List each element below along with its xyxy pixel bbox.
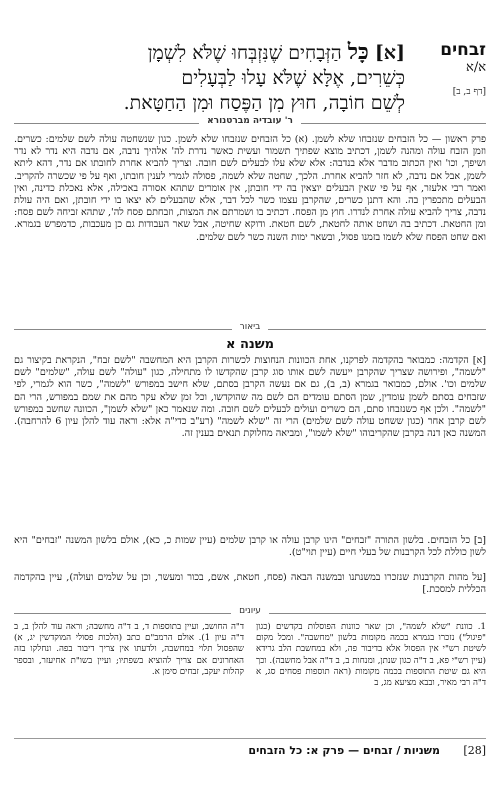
page-number: [28]: [463, 744, 486, 757]
mishna-text: [15, 40, 405, 116]
running-footer-title: משניות / זבחים — פרק א: כל הזבחים: [248, 744, 440, 757]
biur-paragraph-zevachim: [ב] כל הזבחים. בלשון התורה "זבחים" הינו קרבן עולה או קרבן שלמים (עיין שמות כ, כא), אולם בלשון המשנה "זבחים" היא לשון כוללת לכל הקרבנות של בעלי חיים (עיין תוי"ט).: [14, 535, 486, 559]
mishna-first-word: כָּל: [347, 39, 369, 65]
mishna-line-3: לְשֵׁם חוֹבָה, חוּץ מִן הַפֶּסַח וּמִן הַחַטָּאת.: [123, 92, 405, 114]
bartenura-section-header: [14, 116, 486, 130]
biur-section-header: [14, 322, 486, 336]
mishna-line-2: כְּשֵׁרִים, אֶלָּא שֶׁלֹּא עָלוּ לַבְּעָלִים: [181, 67, 405, 89]
footer-divider: [14, 738, 486, 739]
biur-header-label: ביאור: [232, 322, 269, 332]
biur-paragraph-note: [על מהות הקרבנות שנזכרו במשנתנו ובמשנה הבאה (פסח, חטאת, אשם, בכור ומעשר, וכן על שלמים ועולה), עיין בהקדמה הכללית למסכת.]: [14, 572, 486, 596]
bartenura-commentary: פרק ראשון — כל הזבחים שנזבחו שלא לשמן. (א) כל הזבחים שנזבחו שלא לשמן. כגון שנשחטה עולה לשם שלמים: כשרים. וזמן הזבח עולה ומהנה לשמן, דכתיב מוצא שפתיך תשמור ועשית כאשר נדרת לה' אלהיך נדבה, אם נדבה היא נדר לא נדר ושיפך, וכו' ואין הכתוב מדבר אלא בנדבה: אלא שלא עלו לבעלים לשם חובה. וצריך להביא אחרת לחובתו אם נדר, דהא ליתא לשמן, אבל אם נדבה, לא חזר להביא אחרת. הלכך, שחטה שלא לשמה, פסולה לגמרי לענין חובתו, ואף על פי שכשרה להקריב. ואמר רבי אלעזר, אף על פי שאין הבעלים יוצאין בה ידי חובתן, אין אומרים שתהא אסורה באכילה, אלא נאכלת כדינה, ואין הבעלים מתכפרין בה. והא דתנן כשרים, שהקרבן עצמו כשר לכל דבר, אלא שהבעלים לא יצאו בו ידי חובתן, ואם היה עולת נדבה, צריך להביא עולה אחרת לנדרו. חוץ מן הפסח. דכתיב בו ושמרתם את המצות, וזבחתם פסח לה', שתהא זביחה לשם פסח: ומן החטאת. דכתיב בה ושחט אותה לחטאת, לשם חטאת. ודוקא שחיטה, אבל שאר העבודות גם כן מעכבות, כדמפרש בגמרא. ואם שחט הפסח שלא לשמו בזמנו פסול, ובשאר ימות השנה כשר לשם שלמים.: [14, 134, 486, 243]
biur-paragraph-intro: [א] הקדמה: כמבואר בהקדמה לפרקנו, אחת הכוונות הנחוצות לכשרות הקרבן היא המחשבה "לשם זבח", הנקראת בקיצור גם "לשמה", ופירושה שצריך שהקרבן ייעשה לשם אותו סוג קרבן שהקדשו לו מתחילה, כגון "עולה" לשם עולה, "שלמים" לשם שלמים וכו'. אולם, כמבואר בגמרא (ב, ב), גם אם נעשה הקרבן בסתם, שלא חישב במפורש "לשמה", כשר הוא לגמרי, לפי שזבחים בסתם לשמן עומדין, שמן הסתם עומדים הם לשם מה שהוקדשו, וכל זמן שלא עקר מהם את שמם במפורש, הרי הם "לשמה". ולכן אף כשנזבחו סתם, הם כשרים ועולים לבעלים לשם חובה. ומה שנאמר כאן "שלא לשמן", הכוונה שחשב במפורש לשם קרבן אחר (כגון ששחט עולה לשם שלמים) הרי זה "שלא לשמה" (רע"ב כדי"ה אלא: וראה עוד להלן עיון 6 להרחבה). המשנה כאן דנה בקרבן שהקריבוהו "שלא לשמו", ומביאה מחלוקת תנאים בענין זה.: [14, 355, 486, 440]
iyunim-section-header: [14, 606, 486, 620]
iyunim-header-label: עיונים: [231, 606, 269, 616]
mishna-line-1-text: הַזְּבָחִים שֶׁנִּזְבְּחוּ שֶׁלֹּא לִשְׁמָן: [147, 42, 342, 64]
tractate-name: זבחים: [440, 40, 486, 60]
iyunim-column-left: ד"ה החושב, ועיין בתוספות ד, ב ד"ה מחשבה; וראה עוד להלן ב, ב ד"ה עיון 1). אולם הרמב"ם כתב (הלכות פסולי המוקדשין יג, א) שהפסול תלוי במחשבה, ולדעתו אין צריך דיבור בפה. ונחלקו בזה האחרונים אם צריך להוציא בשפתיו; ועיין בשו"ת אחיעזר, ובספר קהלות יעקב, זבחים סימן א.: [14, 622, 244, 677]
iyunim-column-right: 1. כוונת "שלא לשמה", וכן שאר כוונות הפוסלות בקדשים (כגון "פיגול") נזכרו בגמרא בכמה מקומות בלשון "מחשבה". ומכל מקום לשיטת רש"י אין הפסול אלא בדיבור פה, ולא במחשבת הלב גרידא (עיין רש"י פא, ב ד"ה כגון שנתן, ומנחות ב, ב ד"ה אבל מחשבה). וכך היא גם שיטת התוספות בכמה מקומות (ראה תוספות פסחים סג, א ד"ה רבי מאיר, ובבא מציעא מג, ב: [256, 622, 486, 689]
chapter-reference: א/א: [466, 60, 486, 75]
daf-reference: [דף ב, ב]: [452, 87, 486, 97]
mishna-line-1: [15, 40, 405, 66]
mishna-subtitle: משנה א: [225, 337, 275, 352]
bartenura-header-label: ר' עובדיה מברטנורא: [199, 116, 301, 126]
mishna-number: [א]: [374, 42, 405, 64]
